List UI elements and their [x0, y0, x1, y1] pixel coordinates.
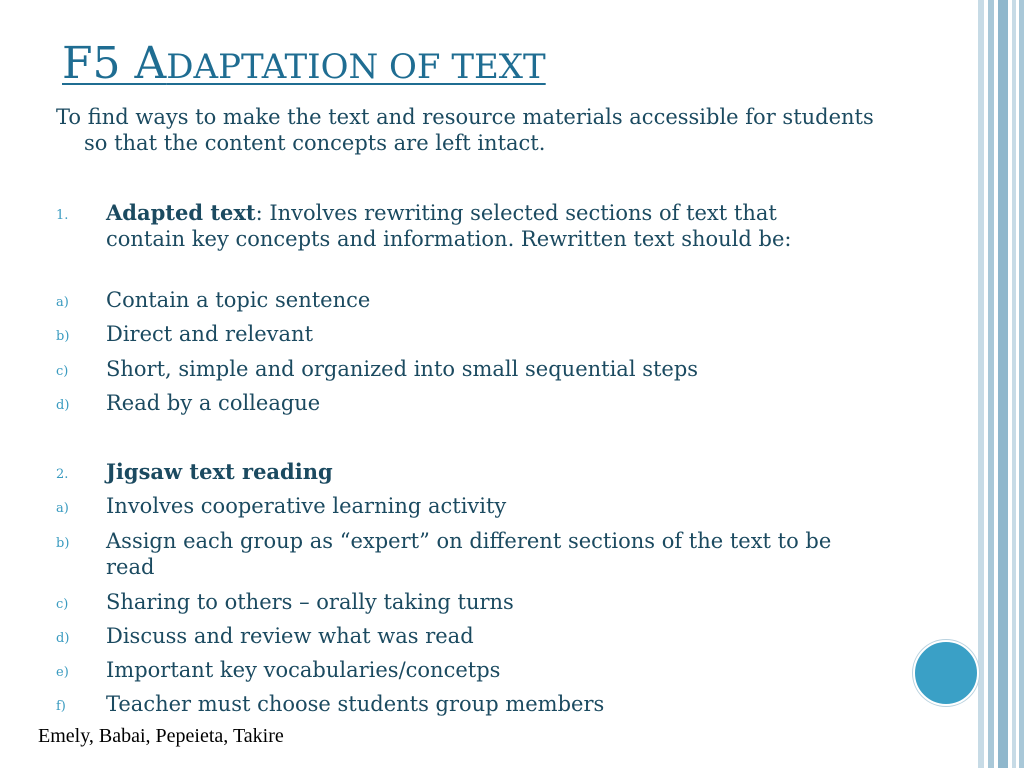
list-item-text: Sharing to others – orally taking turns	[106, 590, 514, 614]
list-item-text: Direct and relevant	[106, 322, 314, 346]
list-marker: 2.	[56, 467, 69, 482]
list-item-text: Important key vocabularies/concetps	[106, 658, 501, 682]
section-2-heading: Jigsaw text reading	[106, 459, 333, 484]
list-marker: c)	[56, 597, 69, 612]
decorative-stripes	[978, 0, 1024, 768]
list-marker: a)	[56, 501, 69, 516]
intro-text: To find ways to make the text and resource materials accessible for students so that the content concepts are left intact.	[56, 105, 874, 155]
list-item-text: Contain a topic sentence	[106, 288, 371, 312]
section-1-text	[106, 200, 846, 252]
list-marker: d)	[56, 398, 70, 413]
list-marker: b)	[56, 536, 70, 551]
list-item-text: Teacher must choose students group members	[106, 692, 605, 716]
list-marker: a)	[56, 295, 69, 310]
list-marker: d)	[56, 631, 70, 646]
list-marker: e)	[56, 665, 69, 680]
list-item-text: Discuss and review what was read	[106, 624, 474, 648]
stripe	[998, 0, 1008, 768]
list-item-text: Assign each group as “expert” on different sections of the text to be read	[106, 529, 832, 579]
section-1-body: : Involves rewriting selected sections of text that contain key concepts and information. Rewritten text should be:	[106, 201, 792, 251]
stripe	[1012, 0, 1016, 768]
list-item-text: Involves cooperative learning activity	[106, 494, 507, 518]
list-marker: b)	[56, 329, 70, 344]
section-1-heading: Adapted text	[106, 200, 256, 225]
title-rest: DAPTATION OF TEXT	[166, 47, 546, 87]
stripe	[988, 0, 994, 768]
list-marker: f)	[56, 699, 66, 714]
stripe	[1019, 0, 1024, 768]
title-initial: F5 A	[62, 38, 167, 89]
slide-title	[62, 38, 546, 89]
stripe	[978, 0, 984, 768]
list-marker: c)	[56, 364, 69, 379]
list-item-text: Short, simple and organized into small sequential steps	[106, 357, 699, 381]
authors-footer: Emely, Babai, Pepeieta, Takire	[38, 725, 284, 747]
list-item-text: Read by a colleague	[106, 391, 321, 415]
list-marker: 1.	[56, 208, 69, 223]
decorative-circle	[913, 640, 979, 706]
